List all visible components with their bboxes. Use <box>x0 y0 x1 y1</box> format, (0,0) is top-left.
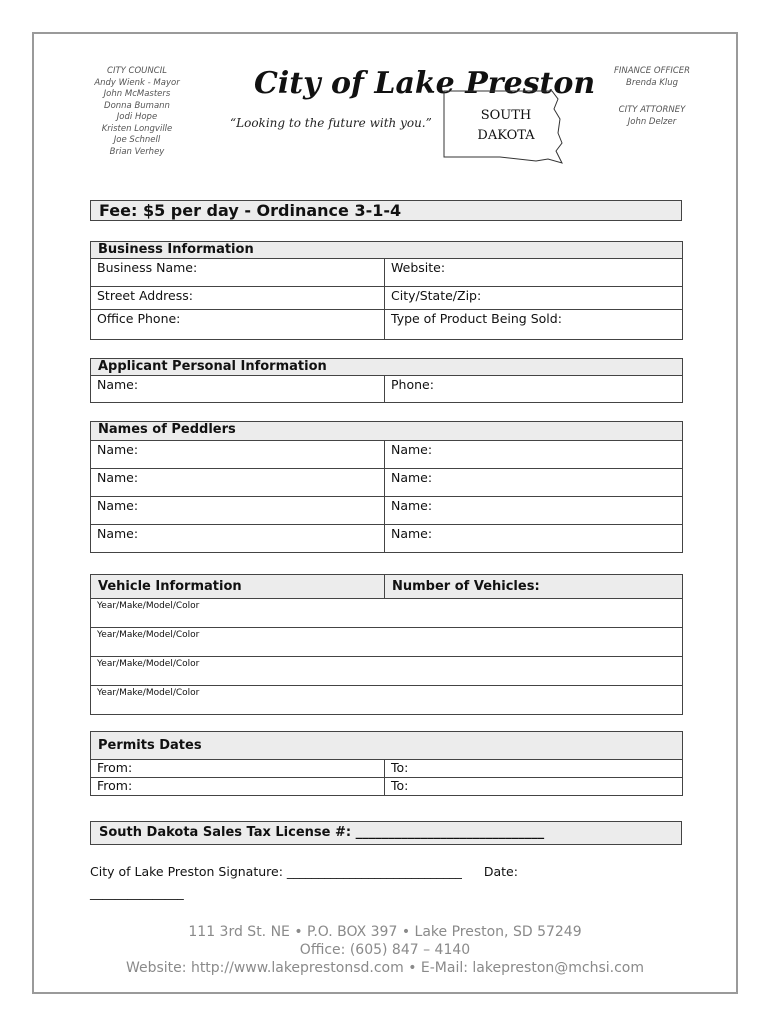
city-attorney-name: John Delzer <box>627 116 677 127</box>
city-logo-title: City of Lake Preston <box>254 66 596 101</box>
peddler-name-field[interactable]: Name: <box>385 441 683 469</box>
peddler-name-field[interactable]: Name: <box>91 441 385 469</box>
website-field[interactable]: Website: <box>385 259 683 287</box>
product-type-field[interactable]: Type of Product Being Sold: <box>385 310 683 340</box>
applicant-name-field[interactable]: Name: <box>91 376 385 403</box>
vehicle-count-header: Number of Vehicles: <box>385 575 683 599</box>
peddler-name-field[interactable]: Name: <box>385 497 683 525</box>
footer-office-phone: Office: (605) 847 – 4140 <box>299 942 471 958</box>
permit-to-field[interactable]: To: <box>385 778 683 796</box>
permit-from-field[interactable]: From: <box>91 778 385 796</box>
footer-contact: Website: http://www.lakeprestonsd.com • E-Mail: lakepreston@mchsi.com <box>125 960 645 976</box>
vehicle-row-field[interactable]: Year/Make/Model/Color <box>91 657 683 686</box>
peddler-name-field[interactable]: Name: <box>91 469 385 497</box>
state-label: SOUTH DAKOTA <box>477 108 535 143</box>
city-state-zip-field[interactable]: City/State/Zip: <box>385 287 683 310</box>
council-member: Kristen Longville <box>101 123 173 134</box>
applicant-phone-field[interactable]: Phone: <box>385 376 683 403</box>
vehicle-information-table <box>90 574 683 715</box>
date-line[interactable]: _______________ <box>90 885 184 900</box>
council-member: Donna Bumann <box>104 100 170 111</box>
applicant-header: Applicant Personal Information <box>91 359 683 376</box>
finance-officer-name: Brenda Klug <box>626 77 678 88</box>
vehicle-row-field[interactable]: Year/Make/Model/Color <box>91 599 683 628</box>
peddlers-header: Names of Peddlers <box>91 422 683 441</box>
council-heading: CITY COUNCIL <box>107 66 167 76</box>
vehicle-row-field[interactable]: Year/Make/Model/Color <box>91 686 683 715</box>
sales-tax-license-field[interactable]: South Dakota Sales Tax License #: _____________________________ <box>90 821 682 845</box>
council-member: Brian Verhey <box>109 146 165 157</box>
peddlers-table <box>90 421 683 553</box>
city-council-list <box>52 66 222 158</box>
business-name-field[interactable]: Business Name: <box>91 259 385 287</box>
signature-label: City of Lake Preston Signature: ____________________________ <box>90 864 462 879</box>
peddler-name-field[interactable]: Name: <box>385 525 683 553</box>
council-member: Jodi Hope <box>116 112 158 122</box>
permit-from-field[interactable]: From: <box>91 760 385 778</box>
permits-header: Permits Dates <box>91 732 683 760</box>
fee-heading: Fee: $5 per day - Ordinance 3-1-4 <box>90 200 682 221</box>
permit-dates-table <box>90 731 683 796</box>
applicant-information-table <box>90 358 683 403</box>
peddler-name-field[interactable]: Name: <box>385 469 683 497</box>
vehicle-info-header: Vehicle Information <box>91 575 385 599</box>
street-address-field[interactable]: Street Address: <box>91 287 385 310</box>
office-phone-field[interactable]: Office Phone: <box>91 310 385 340</box>
finance-officer-title: FINANCE OFFICER <box>613 66 691 76</box>
council-member: John McMasters <box>103 89 171 99</box>
city-logo-tagline: “Looking to the future with you.” <box>230 116 432 130</box>
footer-address: 111 3rd St. NE • P.O. BOX 397 • Lake Preston, SD 57249 <box>188 924 582 940</box>
council-member: Joe Schnell <box>113 135 161 145</box>
peddler-name-field[interactable]: Name: <box>91 497 385 525</box>
permit-to-field[interactable]: To: <box>385 760 683 778</box>
city-attorney-title: CITY ATTORNEY <box>618 105 686 115</box>
business-information-table <box>90 241 683 340</box>
peddler-name-field[interactable]: Name: <box>91 525 385 553</box>
business-info-header: Business Information <box>91 242 683 259</box>
council-member: Andy Wienk - Mayor <box>94 77 180 88</box>
date-label: Date: <box>483 864 518 879</box>
vehicle-row-field[interactable]: Year/Make/Model/Color <box>91 628 683 657</box>
signature-line[interactable] <box>90 864 518 879</box>
city-officers <box>590 66 714 128</box>
